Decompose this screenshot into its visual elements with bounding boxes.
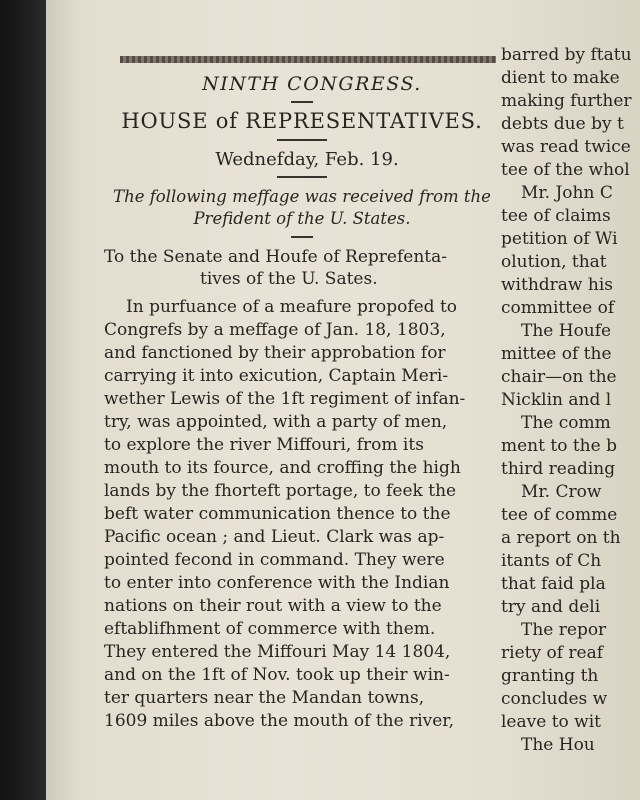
message-body — [104, 296, 500, 733]
session-date: Wednefday, Feb. 19. — [215, 149, 399, 170]
right-column-line: tee of claims — [501, 206, 611, 226]
body-line: Congrefs by a meffage of Jan. 18, 1803, — [104, 320, 446, 340]
right-column-line: olution, that — [501, 252, 607, 272]
book-binding-edge — [0, 0, 46, 800]
body-line: wether Lewis of the 1ft regiment of infan- — [104, 389, 466, 409]
body-line: In purfuance of a meafure propofed to — [126, 297, 458, 317]
right-column-line: making further — [501, 91, 632, 111]
right-column-line: The repor — [521, 620, 607, 640]
divider-rule — [277, 176, 327, 178]
congress-heading: NINTH CONGRESS. — [202, 73, 422, 95]
body-line: to enter into conference with the Indian — [104, 573, 450, 593]
right-column-line: debts due by t — [501, 114, 624, 134]
right-column-line: mittee of the — [501, 344, 612, 364]
right-column-line: The comm — [521, 413, 611, 433]
newspaper-page — [46, 0, 640, 800]
body-line: to explore the river Miffouri, from its — [104, 435, 424, 455]
body-line: carrying it into exicution, Captain Meri- — [104, 366, 449, 386]
body-line: mouth to its fource, and croffing the high — [104, 458, 461, 478]
body-line: Pacific ocean ; and Lieut. Clark was ap- — [104, 527, 445, 547]
body-line: 1609 miles above the mouth of the river, — [104, 711, 454, 731]
body-line: and on the 1ft of Nov. took up their win- — [104, 665, 450, 685]
right-column-line: that faid pla — [501, 574, 606, 594]
salutation-line: tives of the U. Sates. — [200, 269, 378, 289]
right-column-line: Mr. Crow — [521, 482, 602, 502]
body-line: nations on their rout with a view to the — [104, 596, 442, 616]
right-column-line: ment to the b — [501, 436, 617, 456]
right-column-line: tee of the whol — [501, 160, 630, 180]
body-line: They entered the Miffouri May 14 1804, — [104, 642, 451, 662]
right-column-line: a report on th — [501, 528, 621, 548]
right-column-line: The Hou — [521, 735, 595, 755]
right-column-line: try and deli — [501, 597, 601, 617]
divider-rule — [277, 139, 327, 141]
salutation — [104, 246, 500, 290]
right-column-line: tee of comme — [501, 505, 618, 525]
body-line: beft water communication thence to the — [104, 504, 451, 524]
right-column-line: Nicklin and l — [501, 390, 612, 410]
right-column-line: third reading — [501, 459, 616, 479]
message-intro-line: Prefident of the U. States. — [193, 209, 411, 228]
right-column-line: Mr. John C — [521, 183, 613, 203]
right-column-line: barred by ftatu — [501, 45, 632, 65]
right-column-line: concludes w — [501, 689, 608, 709]
divider-rule — [291, 101, 313, 103]
message-intro — [104, 186, 500, 230]
header-ornamental-rule — [120, 56, 496, 63]
right-column-line: leave to wit — [501, 712, 601, 732]
right-column-line: withdraw his — [501, 275, 613, 295]
body-line: pointed fecond in command. They were — [104, 550, 445, 570]
right-column-line: petition of Wi — [501, 229, 618, 249]
divider-rule — [291, 236, 313, 238]
right-column-line: granting th — [501, 666, 599, 686]
right-column-cropped — [501, 44, 640, 800]
body-line: ter quarters near the Mandan towns, — [104, 688, 425, 708]
chamber-heading: HOUSE of REPRESENTATIVES. — [121, 109, 483, 133]
right-column-line: riety of reaf — [501, 643, 604, 663]
body-line: lands by the fhorteft portage, to feek the — [104, 481, 457, 501]
body-line: eftablifhment of commerce with them. — [104, 619, 436, 639]
left-column — [104, 52, 500, 800]
right-column-line: was read twice — [501, 137, 631, 157]
message-intro-line: The following meffage was received from the — [113, 187, 491, 206]
right-column-line: chair—on the — [501, 367, 617, 387]
right-column-line: itants of Ch — [501, 551, 602, 571]
right-column-line: The Houfe — [521, 321, 612, 341]
body-line: and fanctioned by their approbation for — [104, 343, 446, 363]
right-column-line: dient to make — [501, 68, 620, 88]
salutation-line: To the Senate and Houfe of Reprefenta- — [104, 247, 447, 267]
right-column-line: committee of — [501, 298, 615, 318]
body-line: try, was appointed, with a party of men, — [104, 412, 448, 432]
